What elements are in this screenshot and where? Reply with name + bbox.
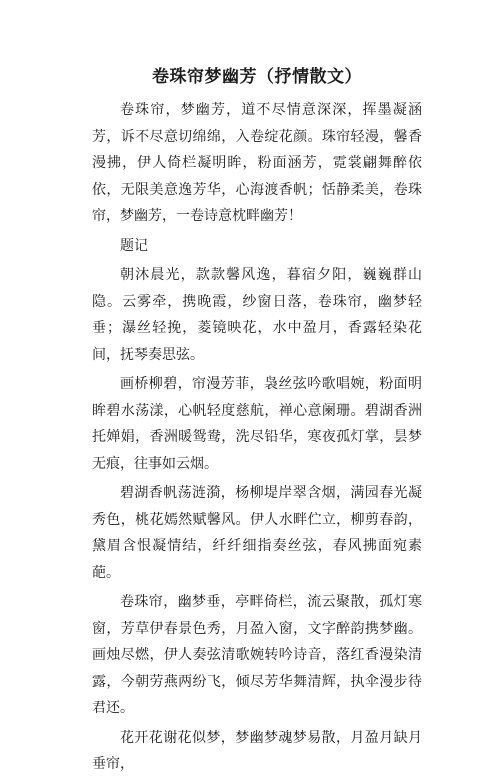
paragraph: 题记 xyxy=(120,237,148,254)
paragraph: 碧湖香帆荡涟漪，杨柳堤岸翠含烟，满园春光凝秀色，桃花嫣然赋馨风。伊人水畔伫立，柳剪春韵，黛眉含恨凝情结，纤纤细指奏丝弦，春风拂面宛素葩。 xyxy=(92,485,422,581)
paragraph: 卷珠帘，梦幽芳，道不尽情意深深，挥墨凝涵芳，诉不尽意切绵绵，入卷绽花颜。珠帘轻漫，馨香漫拂，伊人倚栏凝明眸，粉面涵芳，霓裳翩舞醉依依，无限美意逸芳华，心海渡香帆；恬静柔美，卷珠帘，梦幽芳，一卷诗意枕畔幽芳！ xyxy=(92,102,422,224)
paragraph: 朝沐晨光，款款馨风逸，暮宿夕阳，巍巍群山隐。云雾牵，携晚霞，纱窗日落，卷珠帘，幽梦轻垂；瀑丝轻挽，菱镜映花，水中盈月，香露轻染花间，抚琴奏思弦。 xyxy=(92,267,422,363)
paragraph: 花开花谢花似梦，梦幽梦魂梦易散，月盈月缺月垂帘， xyxy=(92,729,422,772)
document-title: 卷珠帘梦幽芳（抒情散文） xyxy=(152,67,362,87)
paragraph: 卷珠帘，幽梦垂，亭畔倚栏，流云聚散，孤灯寒窗，芳草伊春景色秀，月盈入窗，文字醉韵携梦幽。画烛尽燃，伊人奏弦清歌婉转吟诗音，落红香漫染清露，今朝劳燕两纷飞，倾尽芳华舞清辉，执伞漫步待君还。 xyxy=(92,594,422,716)
paragraph: 画桥柳碧，帘漫芳菲，袅丝弦吟歌唱婉，粉面明眸碧水荡漾，心帆轻度慈航，禅心意阑珊。碧湖香洲托婵娟，香洲暖鸳鸯，洗尽铅华，寒夜孤灯掌，昙梦无痕，往事如云烟。 xyxy=(92,376,422,472)
